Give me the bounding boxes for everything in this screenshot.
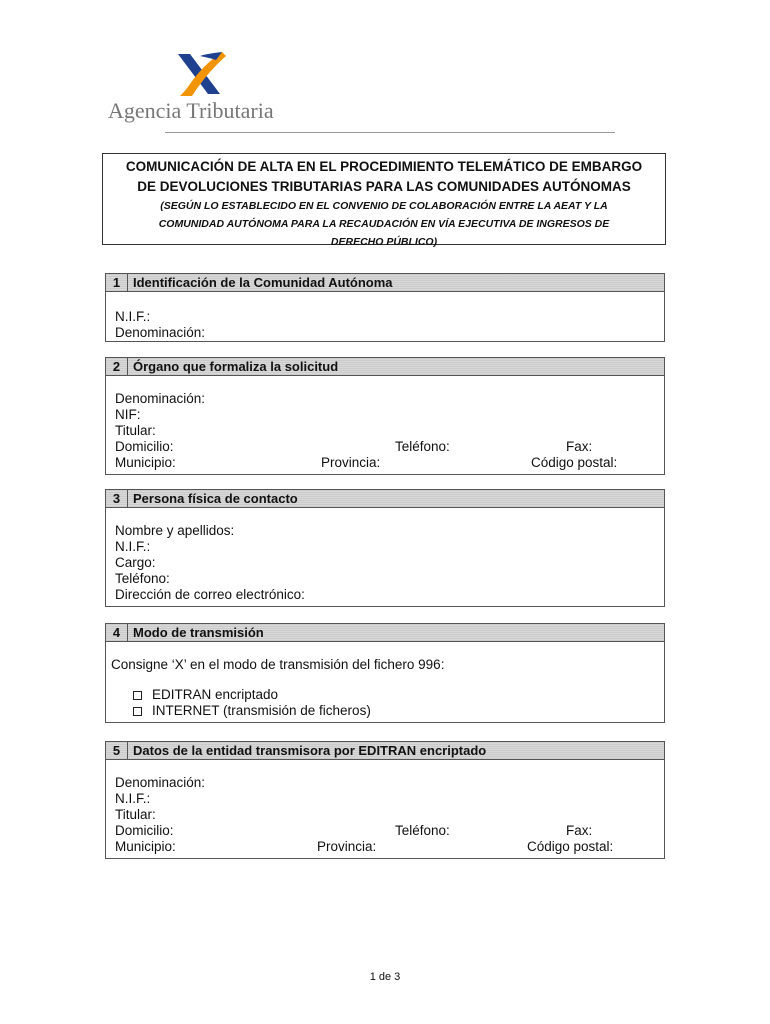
field-cargo[interactable]: Cargo: xyxy=(115,555,156,570)
subtitle-line-3: DERECHO PÚBLICO) xyxy=(330,236,438,248)
section-title: Identificación de la Comunidad Autónoma xyxy=(133,275,393,290)
row-municipio xyxy=(115,455,664,471)
subtitle-line-1: (SEGÚN LO ESTABLECIDO EN EL CONVENIO DE COLABORACIÓN ENTRE LA AEAT Y LA xyxy=(160,200,608,212)
field-nif[interactable]: N.I.F.: xyxy=(115,539,151,554)
row-domicilio xyxy=(115,439,664,455)
section-number: 1 xyxy=(106,274,128,291)
section-number: 3 xyxy=(106,490,128,507)
field-nombre-apellidos[interactable]: Nombre y apellidos: xyxy=(115,523,235,538)
option-label: INTERNET (transmisión de ficheros) xyxy=(152,703,371,718)
checkbox-icon[interactable] xyxy=(133,691,142,700)
field-municipio[interactable]: Municipio: xyxy=(115,455,176,470)
option-editran[interactable] xyxy=(111,687,664,703)
section-2-header xyxy=(106,358,664,376)
section-4 xyxy=(105,623,665,723)
section-3 xyxy=(105,489,665,607)
section-1 xyxy=(105,273,665,342)
field-provincia[interactable]: Provincia: xyxy=(321,455,381,470)
field-nif[interactable]: N.I.F.: xyxy=(115,791,151,806)
field-titular[interactable]: Titular: xyxy=(115,423,156,438)
section-title: Persona física de contacto xyxy=(133,491,298,506)
row-municipio xyxy=(115,839,664,855)
subtitle-line-2: COMUNIDAD AUTÓNOMA PARA LA RECAUDACIÓN EN VÍA EJECUTIVA DE INGRESOS DE xyxy=(158,218,610,230)
section-number: 5 xyxy=(106,742,128,759)
section-title: Modo de transmisión xyxy=(133,625,264,640)
field-municipio[interactable]: Municipio: xyxy=(115,839,176,854)
brand-logo xyxy=(108,50,308,125)
section-title: Datos de la entidad transmisora por EDITRAN encriptado xyxy=(133,743,487,758)
section-5-header xyxy=(106,742,664,760)
field-domicilio[interactable]: Domicilio: xyxy=(115,439,174,454)
instruction-text: Consigne ‘X’ en el modo de transmisión del fichero 996: xyxy=(111,657,445,672)
field-denominacion[interactable]: Denominación: xyxy=(115,325,206,340)
field-email[interactable]: Dirección de correo electrónico: xyxy=(115,587,305,602)
field-denominacion[interactable]: Denominación: xyxy=(115,775,206,790)
section-1-header xyxy=(106,274,664,292)
option-label: EDITRAN encriptado xyxy=(152,687,279,702)
section-5 xyxy=(105,741,665,859)
field-provincia[interactable]: Provincia: xyxy=(317,839,377,854)
field-telefono[interactable]: Teléfono: xyxy=(395,823,450,838)
row-domicilio xyxy=(115,823,664,839)
section-4-header xyxy=(106,624,664,642)
field-telefono[interactable]: Teléfono: xyxy=(395,439,450,454)
field-telefono[interactable]: Teléfono: xyxy=(115,571,170,586)
field-nif[interactable]: NIF: xyxy=(115,407,141,422)
brand-name: Agencia Tributaria xyxy=(108,98,274,123)
field-fax[interactable]: Fax: xyxy=(566,439,593,454)
field-denominacion[interactable]: Denominación: xyxy=(115,391,206,406)
document-title-box xyxy=(102,153,666,248)
field-titular[interactable]: Titular: xyxy=(115,807,156,822)
field-domicilio[interactable]: Domicilio: xyxy=(115,823,174,838)
title-line-1: COMUNICACIÓN DE ALTA EN EL PROCEDIMIENTO TELEMÁTICO DE EMBARGO xyxy=(125,159,643,174)
section-title: Órgano que formaliza la solicitud xyxy=(133,359,339,374)
title-line-2: DE DEVOLUCIONES TRIBUTARIAS PARA LAS COMUNIDADES AUTÓNOMAS xyxy=(137,179,631,194)
section-number: 2 xyxy=(106,358,128,375)
header-divider xyxy=(165,132,615,133)
checkbox-icon[interactable] xyxy=(133,707,142,716)
section-3-header xyxy=(106,490,664,508)
aeat-logo-icon xyxy=(170,50,228,98)
field-codigo-postal[interactable]: Código postal: xyxy=(531,455,618,470)
field-codigo-postal[interactable]: Código postal: xyxy=(527,839,614,854)
section-2 xyxy=(105,357,665,475)
field-nif[interactable]: N.I.F.: xyxy=(115,309,151,324)
section-number: 4 xyxy=(106,624,128,641)
field-fax[interactable]: Fax: xyxy=(566,823,593,838)
page-number: 1 de 3 xyxy=(369,971,401,983)
option-internet[interactable] xyxy=(111,703,664,719)
